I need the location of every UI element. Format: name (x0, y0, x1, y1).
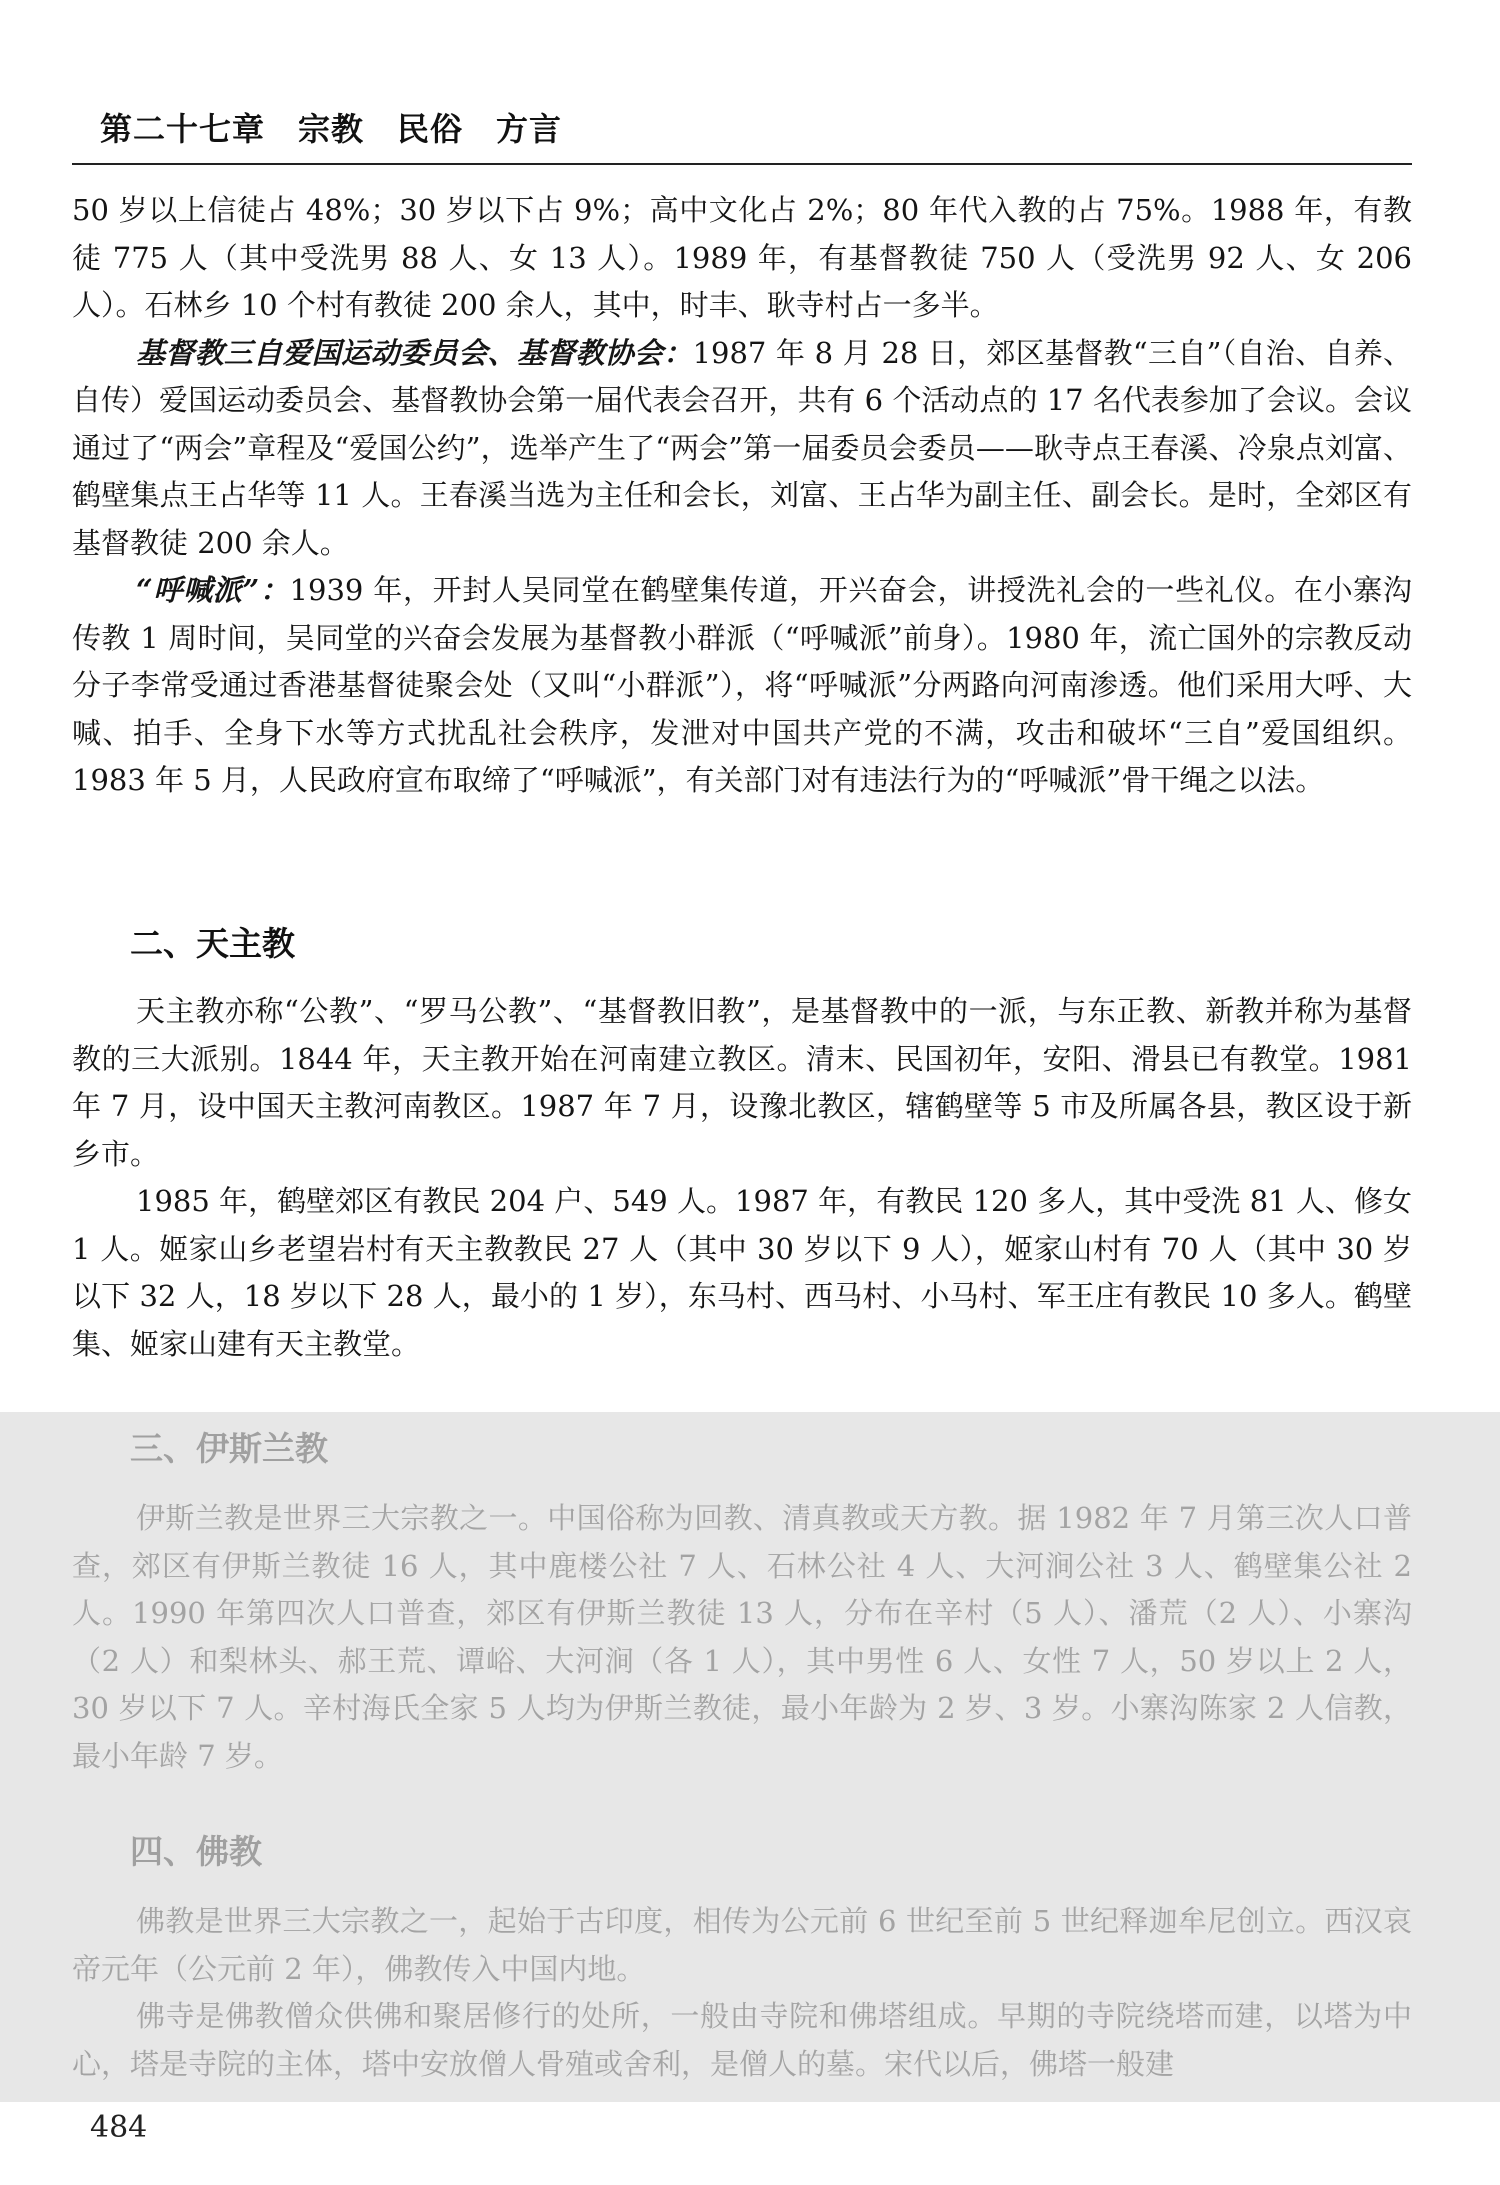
section-title-buddhism: 四、佛教 (130, 1832, 262, 1871)
paragraph-catholic-1: 天主教亦称“公教”、“罗马公教”、“基督教旧教”，是基督教中的一派，与东正教、新教并称为基督教的三大派别。1844 年，天主教开始在河南建立教区。清末、民国初年，安阳、滑县已有教堂。1981 年 7 月，设中国天主教河南教区。1987 年 7 月，设豫北教区，辖鹤壁等 5 市及所属各县，教区设于新乡市。 (72, 994, 1412, 1171)
page-number: 484 (90, 2110, 148, 2145)
paragraph-continued: 50 岁以上信徒占 48%；30 岁以下占 9%；高中文化占 2%；80 年代入教的占 75%。1988 年，有教徒 775 人（其中受洗男 88 人、女 13 人）。1989 年，有基督教徒 750 人（受洗男 92 人、女 206 人）。石林乡 10 个村有教徒 200 余人，其中，时丰、耿寺村占一多半。 (72, 193, 1412, 322)
committee-lead: 基督教三自爱国运动委员会、基督教协会： (136, 335, 693, 370)
committee-body: 1987 年 8 月 28 日，郊区基督教“三自”（自治、自养、自传）爱国运动委员会、基督教协会第一届代表会召开，共有 6 个活动点的 17 名代表参加了会议。会议通过了“两会”章程及“爱国公约”，选举产生了“两会”第一届委员会委员——耿寺点王春溪、冷泉点刘富、鹤壁集点王占华等 11 人。王春溪当选为主任和会长，刘富、王占华为副主任、副会长。是时，全郊区有基督教徒 200 余人。 (72, 335, 1412, 560)
running-head: 第二十七章 宗教 民俗 方言 (100, 110, 563, 148)
huhan-body: 1939 年，开封人吴同堂在鹤壁集传道，开兴奋会，讲授洗礼会的一些礼仪。在小寨沟传教 1 周时间，吴同堂的兴奋会发展为基督教小群派（“呼喊派”前身）。1980 年，流亡国外的宗教反动分子李常受通过香港基督徒聚会处（又叫“小群派”），将“呼喊派”分两路向河南渗透。他们采用大呼、大喊、拍手、全身下水等方式扰乱社会秩序，发泄对中国共产党的不满，攻击和破坏“三自”爱国组织。1983 年 5 月，人民政府宣布取缔了“呼喊派”，有关部门对有违法行为的“呼喊派”骨干绳之以法。 (72, 573, 1412, 797)
paragraph-committee (72, 330, 1412, 568)
section-title-catholic: 二、天主教 (130, 924, 295, 963)
text-block-protestant (72, 187, 1412, 805)
paragraph-islam-1: 伊斯兰教是世界三大宗教之一。中国俗称为回教、清真教或天方教。据 1982 年 7 月第三次人口普查，郊区有伊斯兰教徒 16 人，其中鹿楼公社 7 人、石林公社 4 人、大河涧公社 3 人、鹤壁集公社 2 人。1990 年第四次人口普查，郊区有伊斯兰教徒 13 人，分布在辛村（5 人）、潘荒（2 人）、小寨沟（2 人）和梨林头、郝王荒、谭峪、大河涧（各 1 人），其中男性 6 人、女性 7 人，50 岁以上 2 人，30 岁以下 7 人。辛村海氏全家 5 人均为伊斯兰教徒，最小年龄为 2 岁、3 岁。小寨沟陈家 2 人信教，最小年龄 7 岁。 (72, 1501, 1412, 1773)
text-block-islam (72, 1495, 1412, 1780)
paragraph-huhan (72, 567, 1412, 805)
paragraph-catholic-2: 1985 年，鹤壁郊区有教民 204 户、549 人。1987 年，有教民 120 多人，其中受洗 81 人、修女 1 人。姬家山乡老望岩村有天主教教民 27 人（其中 30 岁以下 9 人），姬家山村有 70 人（其中 30 岁以下 32 人，18 岁以下 28 人，最小的 1 岁），东马村、西马村、小马村、军王庄有教民 10 多人。鹤壁集、姬家山建有天主教堂。 (72, 1184, 1412, 1361)
text-block-catholic (72, 988, 1412, 1368)
section-title-islam: 三、伊斯兰教 (130, 1429, 328, 1468)
header-rule (72, 163, 1412, 165)
text-block-buddhism (72, 1898, 1412, 2088)
paragraph-buddhism-1: 佛教是世界三大宗教之一，起始于古印度，相传为公元前 6 世纪至前 5 世纪释迦牟尼创立。西汉哀帝元年（公元前 2 年），佛教传入中国内地。 (72, 1904, 1412, 1986)
paragraph-buddhism-2: 佛寺是佛教僧众供佛和聚居修行的处所，一般由寺院和佛塔组成。早期的寺院绕塔而建，以塔为中心，塔是寺院的主体，塔中安放僧人骨殖或舍利，是僧人的墓。宋代以后，佛塔一般建 (72, 1999, 1412, 2081)
huhan-lead: “呼喊派”： (136, 573, 290, 607)
